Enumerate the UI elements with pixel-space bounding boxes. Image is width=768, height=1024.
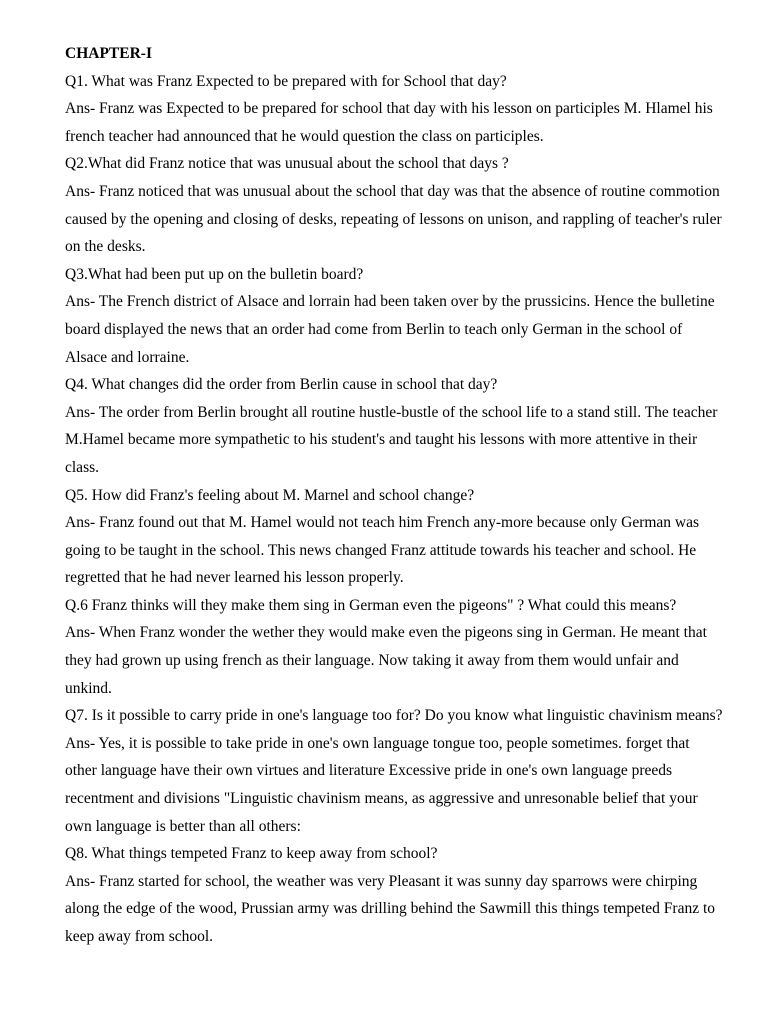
- question-8: Q8. What things tempeted Franz to keep away from school?: [65, 845, 438, 863]
- answer-1: Ans- Franz was Expected to be prepared for school that day with his lesson on participles M. Hlamel his french teacher had announced that he would question the class on participles.: [65, 100, 713, 145]
- chapter-heading: CHAPTER-I: [65, 45, 152, 62]
- question-1: Q1. What was Franz Expected to be prepared with for School that day?: [65, 72, 507, 90]
- answer-7: Ans- Yes, it is possible to take pride in one's own language tongue too, people sometimes. forget that other language have their own virtues and literature Excessive pride in one's own language preeds recentment and divisions "Linguistic chavinism means, as aggressive and unresonable belief that your own language is better than all others:: [65, 734, 698, 835]
- question-5: Q5. How did Franz's feeling about M. Marnel and school change?: [65, 486, 475, 504]
- answer-8: Ans- Franz started for school, the weather was very Pleasant it was sunny day sparrows were chirping along the edge of the wood, Prussian army was drilling behind the Sawmill this things tempeted Franz to keep away from school.: [65, 872, 716, 945]
- answer-6: Ans- When Franz wonder the wether they would make even the pigeons sing in German. He meant that they had grown up using french as their language. Now taking it away from them would unfair and unkind.: [65, 624, 707, 697]
- document-page: [65, 40, 725, 951]
- question-6: Q.6 Franz thinks will they make them sing in German even the pigeons" ? What could this means?: [65, 596, 677, 614]
- answer-5: Ans- Franz found out that M. Hamel would not teach him French any-more because only German was going to be taught in the school. This news changed Franz attitude towards his teacher and school. He regretted that he had never learned his lesson properly.: [65, 514, 700, 587]
- answer-2: Ans- Franz noticed that was unusual about the school that day was that the absence of routine commotion caused by the opening and closing of desks, repeating of lessons on unison, and rappling of teacher's ruler on the desks.: [65, 182, 722, 256]
- question-2: Q2.What did Franz notice that was unusual about the school that days ?: [65, 155, 509, 173]
- question-4: Q4. What changes did the order from Berlin cause in school that day?: [65, 376, 498, 394]
- question-3: Q3.What had been put up on the bulletin board?: [65, 265, 364, 283]
- answer-4: Ans- The order from Berlin brought all routine hustle-bustle of the school life to a stand still. The teacher M.Hamel became more sympathetic to his student's and taught his lessons with more attentive in their class.: [65, 403, 718, 476]
- question-7: Q7. Is it possible to carry pride in one's language too for? Do you know what linguistic chavinism means?: [65, 707, 723, 725]
- answer-3: Ans- The French district of Alsace and lorrain had been taken over by the prussicins. Hence the bulletine board displayed the news that an order had come from Berlin to teach only German in the school of Alsace and lorraine.: [65, 293, 715, 366]
